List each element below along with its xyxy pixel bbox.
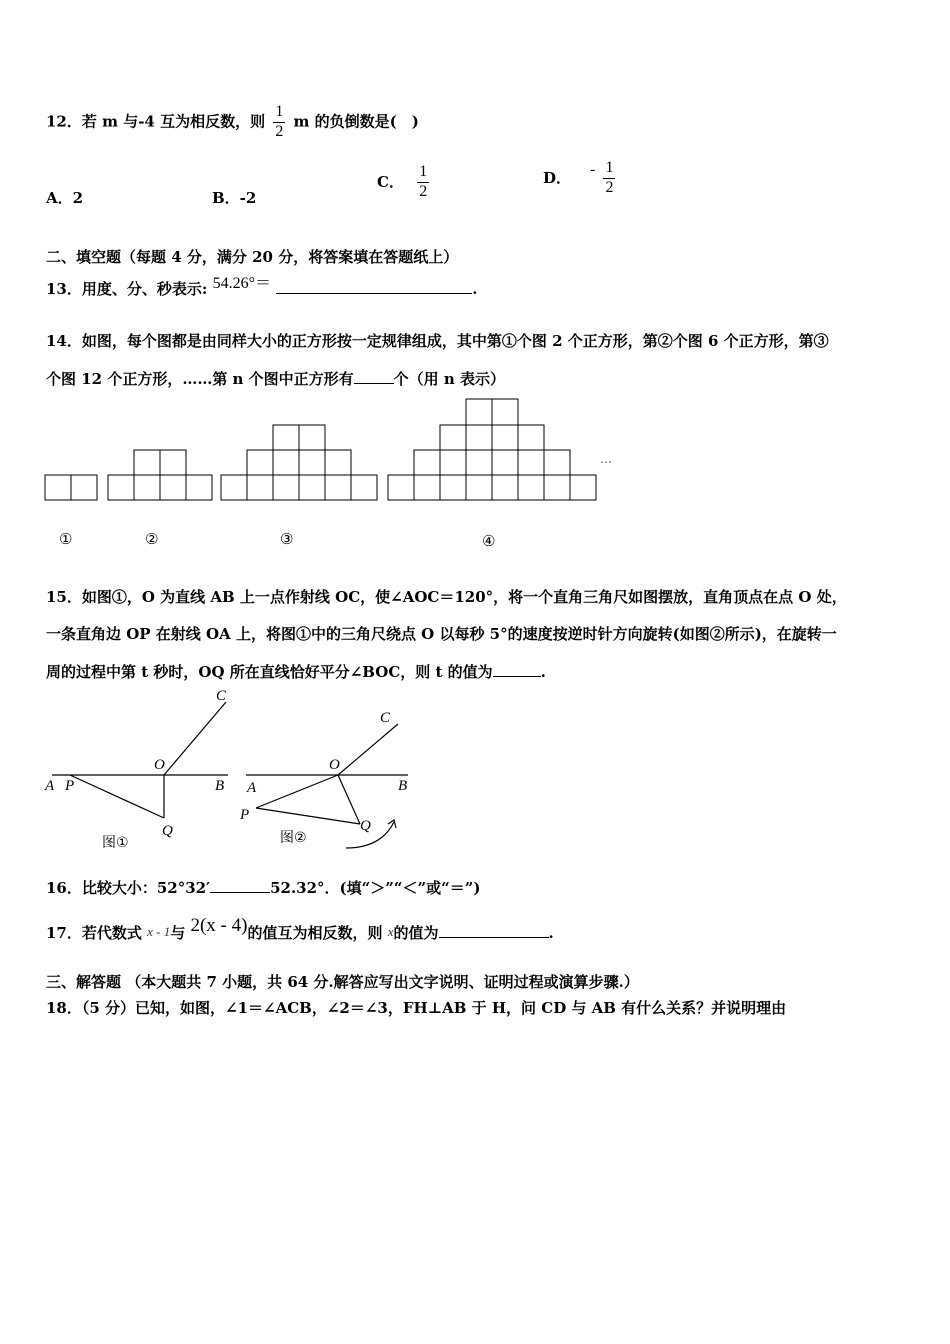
q14-ellipsis: …: [600, 452, 612, 466]
q15-fig2-label-a: A: [247, 780, 257, 796]
q14-label-3: ③: [280, 530, 294, 548]
q14-answer-blank[interactable]: [354, 383, 394, 384]
q15-fig2-label-q: Q: [360, 818, 371, 834]
q13-expression: 54.26°＝: [212, 275, 272, 292]
q13-answer-blank[interactable]: [276, 293, 472, 294]
q14-square-patterns: [40, 394, 670, 514]
q15-fig1-label-p: P: [65, 778, 75, 794]
q16-stem: [46, 877, 481, 898]
q15-fig2-label-c: C: [380, 710, 391, 726]
q14-label-2: ②: [145, 530, 159, 548]
q17-prefix: 17．若代数式: [46, 924, 142, 942]
q12-option-d: [543, 160, 618, 197]
q17-variable: x: [387, 924, 394, 939]
q12-option-d-num: 1: [605, 159, 614, 176]
q15-answer-blank[interactable]: [493, 676, 541, 677]
q14-label-1: ①: [59, 530, 73, 548]
q17-mid2: 的值互为相反数，则: [247, 924, 383, 942]
q15-fig1-label-a: A: [45, 778, 55, 794]
q15-fig2-label-o: O: [329, 757, 340, 773]
q13-stem: [46, 276, 478, 299]
q12-option-c-num: 1: [419, 163, 428, 180]
q15-line3-suffix: .: [540, 663, 546, 681]
q14-line2-prefix: 个图 12 个正方形，……第 n 个图中正方形有: [46, 370, 354, 388]
q12-option-c-label: C．: [377, 173, 404, 192]
q13-suffix: .: [472, 280, 478, 298]
q16-answer-blank[interactable]: [210, 892, 270, 893]
q15-fig2-label-b: B: [398, 778, 408, 794]
q17-suffix-prefix: 的值为: [393, 924, 439, 942]
q12-stem: [46, 104, 419, 141]
section-2-title: 二、填空题（每题 4 分，满分 20 分，将答案填在答题纸上）: [46, 248, 459, 266]
q14-line2: [46, 368, 505, 389]
q15-fig1-label-b: B: [215, 778, 225, 794]
q15-fig2-caption: 图②: [280, 830, 307, 846]
q12-prefix: 12．若 m 与-4 互为相反数，则: [46, 112, 266, 131]
q12-option-b: B．-2: [212, 189, 257, 207]
q15-line2: 一条直角边 OP 在射线 OA 上，将图①中的三角尺绕点 O 以每秒 5°的速度按逆时针方向旋转(如图②所示)，在旋转一: [46, 625, 837, 643]
q12-option-d-sign: -: [590, 162, 596, 179]
q12-suffix: m 的负倒数是( ): [293, 112, 419, 131]
q17-mid: 与: [170, 924, 186, 942]
q16-prefix: 16．比较大小：52°32′: [46, 879, 211, 897]
q12-option-d-den: 2: [605, 178, 614, 196]
q17-expression-1: x - 1: [147, 924, 171, 939]
q15-fig1-label-c: C: [216, 688, 227, 704]
q12-option-c: [377, 164, 432, 201]
q15-fig1-label-q: Q: [162, 823, 173, 839]
q14-figure-4: [388, 399, 596, 500]
q16-middle: 52.32°．(填“＞”“＜”或“＝”): [270, 879, 481, 897]
q12-option-c-fraction: [417, 164, 429, 201]
q14-figure-3: [221, 425, 377, 500]
q14-figure-2: [108, 450, 212, 500]
q15-fig2-label-p: P: [240, 807, 250, 823]
q12-option-a: A．2: [46, 189, 84, 207]
q15-line1: 15．如图①，O 为直线 AB 上一点作射线 OC，使∠AOC＝120°，将一个直角三角尺如图摆放，直角顶点在点 O 处，: [46, 588, 847, 606]
q12-fraction: [273, 104, 285, 141]
q17-expression-2: 2(x - 4): [190, 915, 248, 936]
q12-frac-num: 1: [275, 103, 284, 120]
q17-answer-blank[interactable]: [439, 937, 549, 938]
q18-stem: 18．（5 分）已知，如图，∠1＝∠ACB，∠2＝∠3，FH⊥AB 于 H，问 CD 与 AB 有什么关系？并说明理由: [46, 999, 787, 1017]
q17-stem: [46, 915, 554, 944]
q15-line3: [46, 661, 546, 682]
q15-fig1-caption: 图①: [102, 835, 129, 851]
q15-line3-prefix: 周的过程中第 t 秒时，OQ 所在直线恰好平分∠BOC，则 t 的值为: [46, 663, 493, 681]
q12-option-c-den: 2: [419, 182, 428, 200]
q14-figure-1: [45, 475, 97, 500]
section-3-title: 三、解答题 （本大题共 7 小题，共 64 分.解答应写出文字说明、证明过程或演算步骤.）: [46, 973, 639, 991]
q12-option-d-label: D．: [543, 169, 572, 188]
q17-suffix: .: [548, 924, 554, 942]
q12-option-d-fraction: [603, 160, 615, 197]
q15-figure-2: [236, 686, 416, 856]
q15-fig1-label-o: O: [154, 757, 165, 773]
q14-label-4: ④: [482, 532, 496, 550]
q15-figure-1: [40, 686, 240, 856]
q14-line1: 14．如图，每个图都是由同样大小的正方形按一定规律组成，其中第①个图 2 个正方形，第②个图 6 个正方形，第③: [46, 332, 829, 350]
q13-prefix: 13．用度、分、秒表示:: [46, 280, 208, 298]
q14-line2-suffix: 个（用 n 表示）: [393, 370, 506, 388]
q12-frac-den: 2: [275, 122, 284, 140]
